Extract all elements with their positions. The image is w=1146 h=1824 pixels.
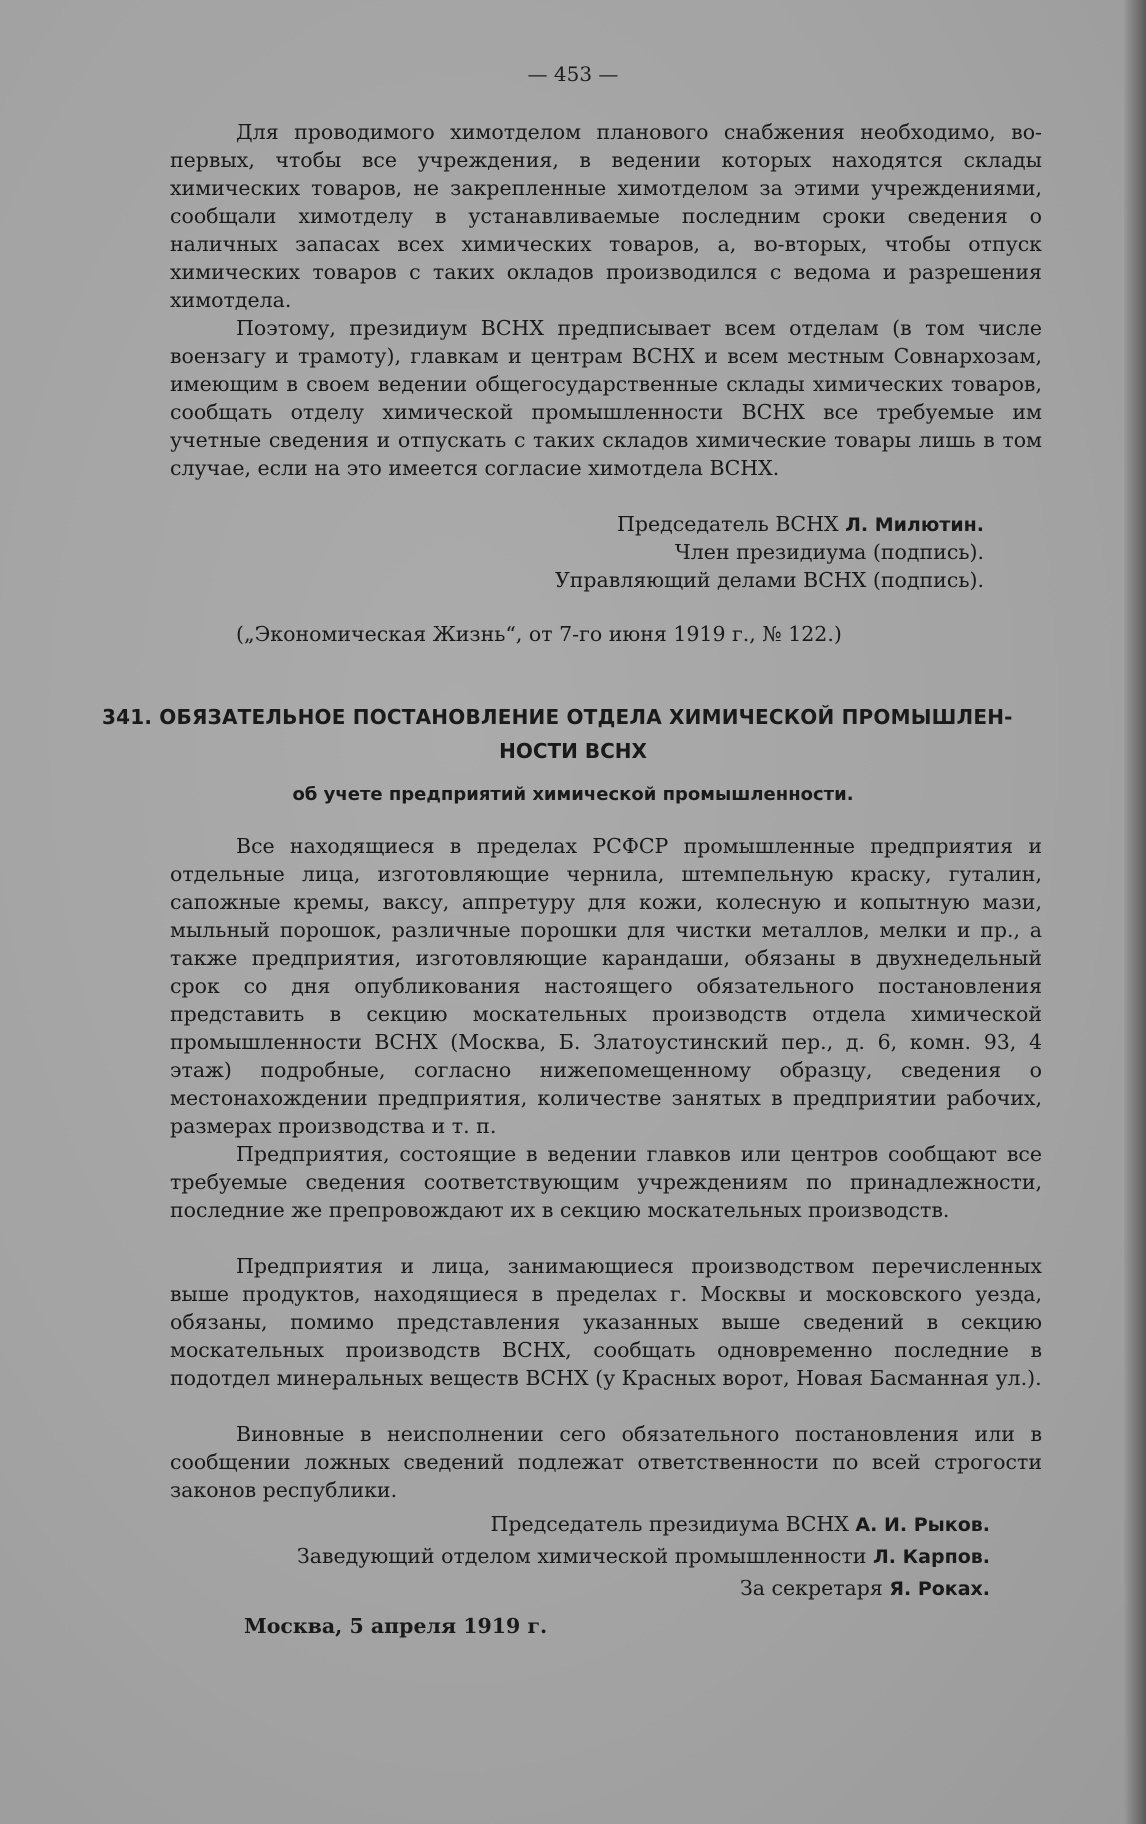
paragraph: Предприятия и лица, занимающиеся производством перечисленных выше продуктов, находящиеся в пределах г. Москвы и московского уезда, обязаны, помимо представления указанных выше сведений в секцию москательных производств ВСНХ, сообщать одновременно последние в подотдел минеральных веществ ВСНХ (у Красных ворот, Новая Басманная ул.).	[170, 1254, 1042, 1390]
paragraph: Предприятия, состоящие в ведении главков или центров сообщают все требуемые сведения соответствующим учреждениям по принадлежности, последние же препровождают их в секцию москательных производств.	[170, 1142, 1042, 1222]
signature-name: Я. Роках.	[889, 1578, 990, 1600]
paragraph: Виновные в неисполнении сего обязательного постановления или в сообщении ложных сведений подлежат ответственности по всей строгости законов республики.	[170, 1422, 1042, 1502]
signature-line	[617, 510, 984, 539]
signature-role: Председатель президиума ВСНХ	[490, 1512, 849, 1536]
page-edge-shadow	[1124, 0, 1146, 1824]
section-subtitle: об учете предприятий химической промышленности.	[292, 784, 854, 805]
signature-role: Член президиума (подпись).	[674, 540, 984, 564]
paragraph: Поэтому, президиум ВСНХ предписывает всем отделам (в том числе воензагу и трамоту), главкам и центрам ВСНХ и всем местным Совнархозам, имеющим в своем ведении общегосударственные склады химических товаров, сообщать отделу химической промышленности ВСНХ все требуемые им учетные сведения и отпускать с таких складов химические товары лишь в том случае, если на это имеется согласие химотдела ВСНХ.	[170, 316, 1042, 480]
signature-line	[555, 566, 984, 594]
signature-line	[297, 1542, 990, 1571]
section-title-continued: НОСТИ ВСНХ	[499, 739, 647, 763]
signature-line	[675, 538, 984, 566]
page-number: — 453 —	[527, 62, 619, 86]
signature-role: Управляющий делами ВСНХ (подпись).	[554, 568, 984, 592]
signature-name: Л. Карпов.	[873, 1546, 990, 1568]
signature-line	[490, 1510, 990, 1539]
source-reference: („Экономическая Жизнь“, от 7-го июня 1919 г., № 122.)	[236, 622, 842, 646]
section-title: 341. ОБЯЗАТЕЛЬНОЕ ПОСТАНОВЛЕНИЕ ОТДЕЛА ХИМИЧЕСКОЙ ПРОМЫШЛЕН-	[102, 705, 1013, 729]
signature-name: Л. Милютин.	[845, 514, 984, 536]
signature-role: За секретаря	[740, 1576, 883, 1600]
place-date: Москва, 5 апреля 1919 г.	[244, 1614, 548, 1638]
signature-role: Председатель ВСНХ	[616, 512, 839, 536]
signature-line	[740, 1574, 990, 1603]
paragraph: Для проводимого химотделом планового снабжения необходимо, во-первых, чтобы все учреждения, в ведении которых находятся склады химических товаров, не закрепленные химотделом за этими учреждениями, сообщали химотделу в устанавливаемые последним сроки сведения о наличных запасах всех химических товаров, а, во-вторых, чтобы отпуск химических товаров с таких окладов производился с ведома и разрешения химотдела.	[170, 120, 1042, 312]
signature-name: А. И. Рыков.	[855, 1514, 990, 1536]
paragraph: Все находящиеся в пределах РСФСР промышленные предприятия и отдельные лица, изготовляющие чернила, штемпельную краску, гуталин, сапожные кремы, ваксу, аппретуру для кожи, колесную и копытную мази, мыльный порошок, различные порошки для чистки металлов, мелки и пр., а также предприятия, изготовляющие карандаши, обязаны в двухнедельный срок со дня опубликования настоящего обязательного постановления представить в секцию москательных производств отдела химической промышленности ВСНХ (Москва, Б. Златоустинский пер., д. 6, комн. 93, 4 этаж) подробные, согласно нижепомещенному образцу, сведения о местонахождении предприятия, количестве занятых в предприятии рабочих, размерах производства и т. п.	[170, 834, 1042, 1138]
signature-role: Заведующий отделом химической промышленности	[297, 1544, 867, 1568]
